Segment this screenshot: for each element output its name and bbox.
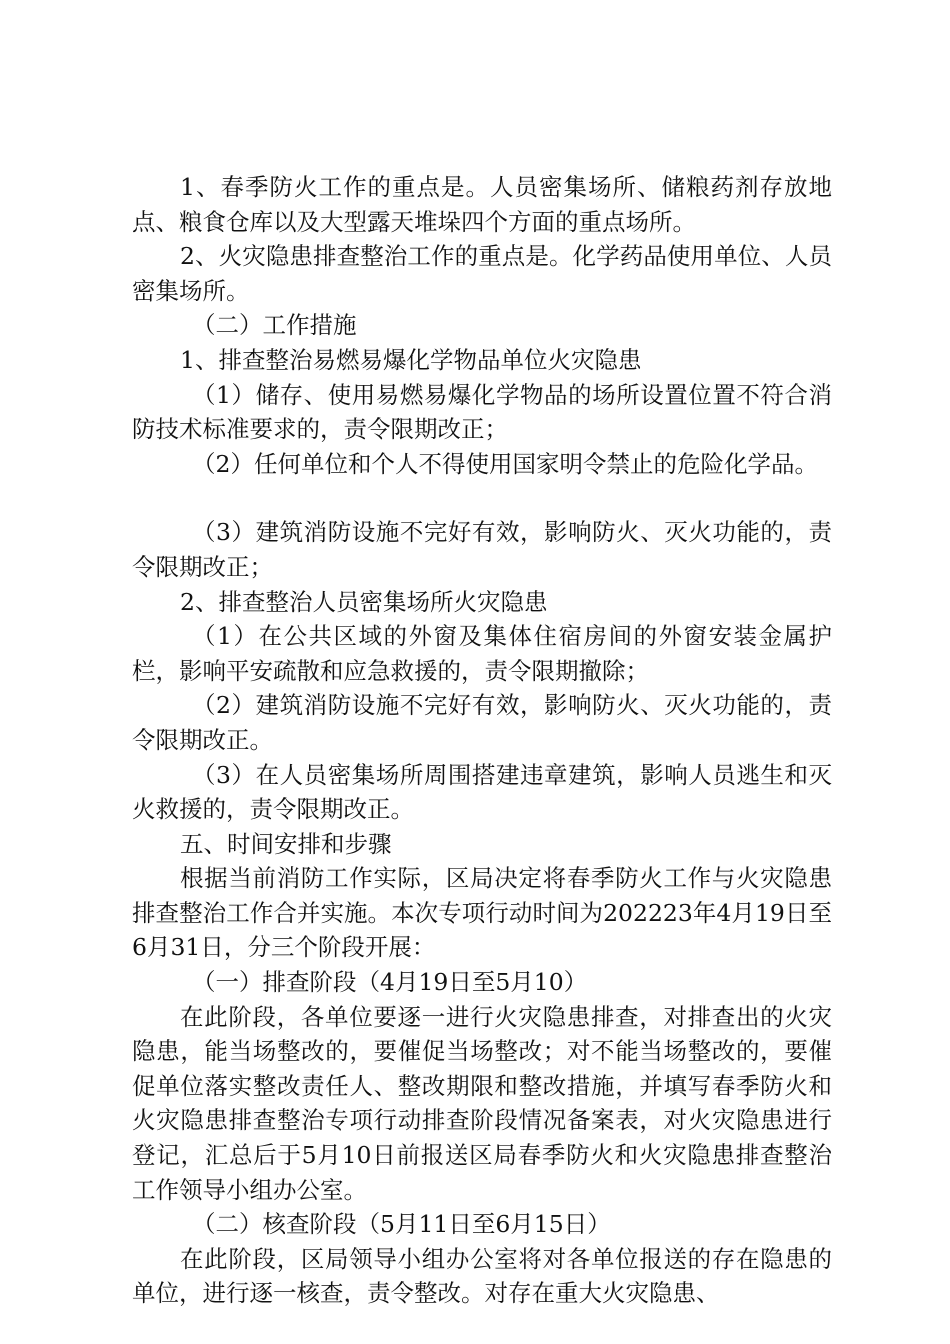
document-body	[132, 170, 832, 1311]
paragraph-schedule-overview: 根据当前消防工作实际，区局决定将春季防火工作与火灾隐患排查整治工作合并实施。本次专项行动时间为202223年4月19日至6月31日，分三个阶段开展：	[132, 864, 832, 962]
paragraph-inspection-phase: 在此阶段，各单位要逐一进行火灾隐患排查，对排查出的火灾隐患，能当场整改的，要催促当场整改；对不能当场整改的，要催促单位落实整改责任人、整改期限和整改措施，并填写春季防火和火灾隐患排查整治专项行动排查阶段情况备案表，对火灾隐患进行登记，汇总后于5月10日前报送区局春季防火和火灾隐患排查整治工作领导小组办公室。	[132, 1002, 832, 1204]
subheading-flammable-units: 1、排查整治易燃易爆化学物品单位火灾隐患	[180, 345, 642, 374]
list-item-banned-chemicals: （2）任何单位和个人不得使用国家明令禁止的危险化学品。	[192, 449, 818, 478]
list-item-fire-facilities-1: （3）建筑消防设施不完好有效，影响防火、灭火功能的，责令限期改正；	[132, 518, 832, 581]
list-item-illegal-buildings: （3）在人员密集场所周围搭建违章建筑，影响人员逃生和灭火救援的，责令限期改正。	[132, 760, 832, 824]
paragraph-spring-fire-focus: 1、春季防火工作的重点是。人员密集场所、储粮药剂存放地点、粮食仓库以及大型露天堆垛四个方面的重点场所。	[132, 173, 832, 236]
list-item-window-guards: （1）在公共区域的外窗及集体住宿房间的外窗安装金属护栏，影响平安疏散和应急救援的，责令限期撤除；	[132, 622, 832, 685]
section-heading-work-measures: （二）工作措施	[192, 311, 357, 340]
list-item-fire-facilities-2: （2）建筑消防设施不完好有效，影响防火、灭火功能的，责令限期改正。	[132, 691, 832, 754]
phase-heading-inspection: （一）排查阶段（4月19日至5月10）	[192, 968, 588, 997]
paragraph-verification-phase: 在此阶段，区局领导小组办公室将对各单位报送的存在隐患的单位，进行逐一核查，责令整改。对存在重大火灾隐患、	[132, 1244, 832, 1308]
paragraph-hazard-focus: 2、火灾隐患排查整治工作的重点是。化学药品使用单位、人员密集场所。	[132, 242, 832, 305]
subheading-crowded-places: 2、排查整治人员密集场所火灾隐患	[180, 587, 548, 616]
phase-heading-verification: （二）核查阶段（5月11日至6月15日）	[192, 1210, 611, 1239]
list-item-storage-location: （1）储存、使用易燃易爆化学物品的场所设置位置不符合消防技术标准要求的，责令限期改正；	[132, 380, 832, 444]
section-heading-schedule: 五、时间安排和步骤	[180, 829, 392, 858]
